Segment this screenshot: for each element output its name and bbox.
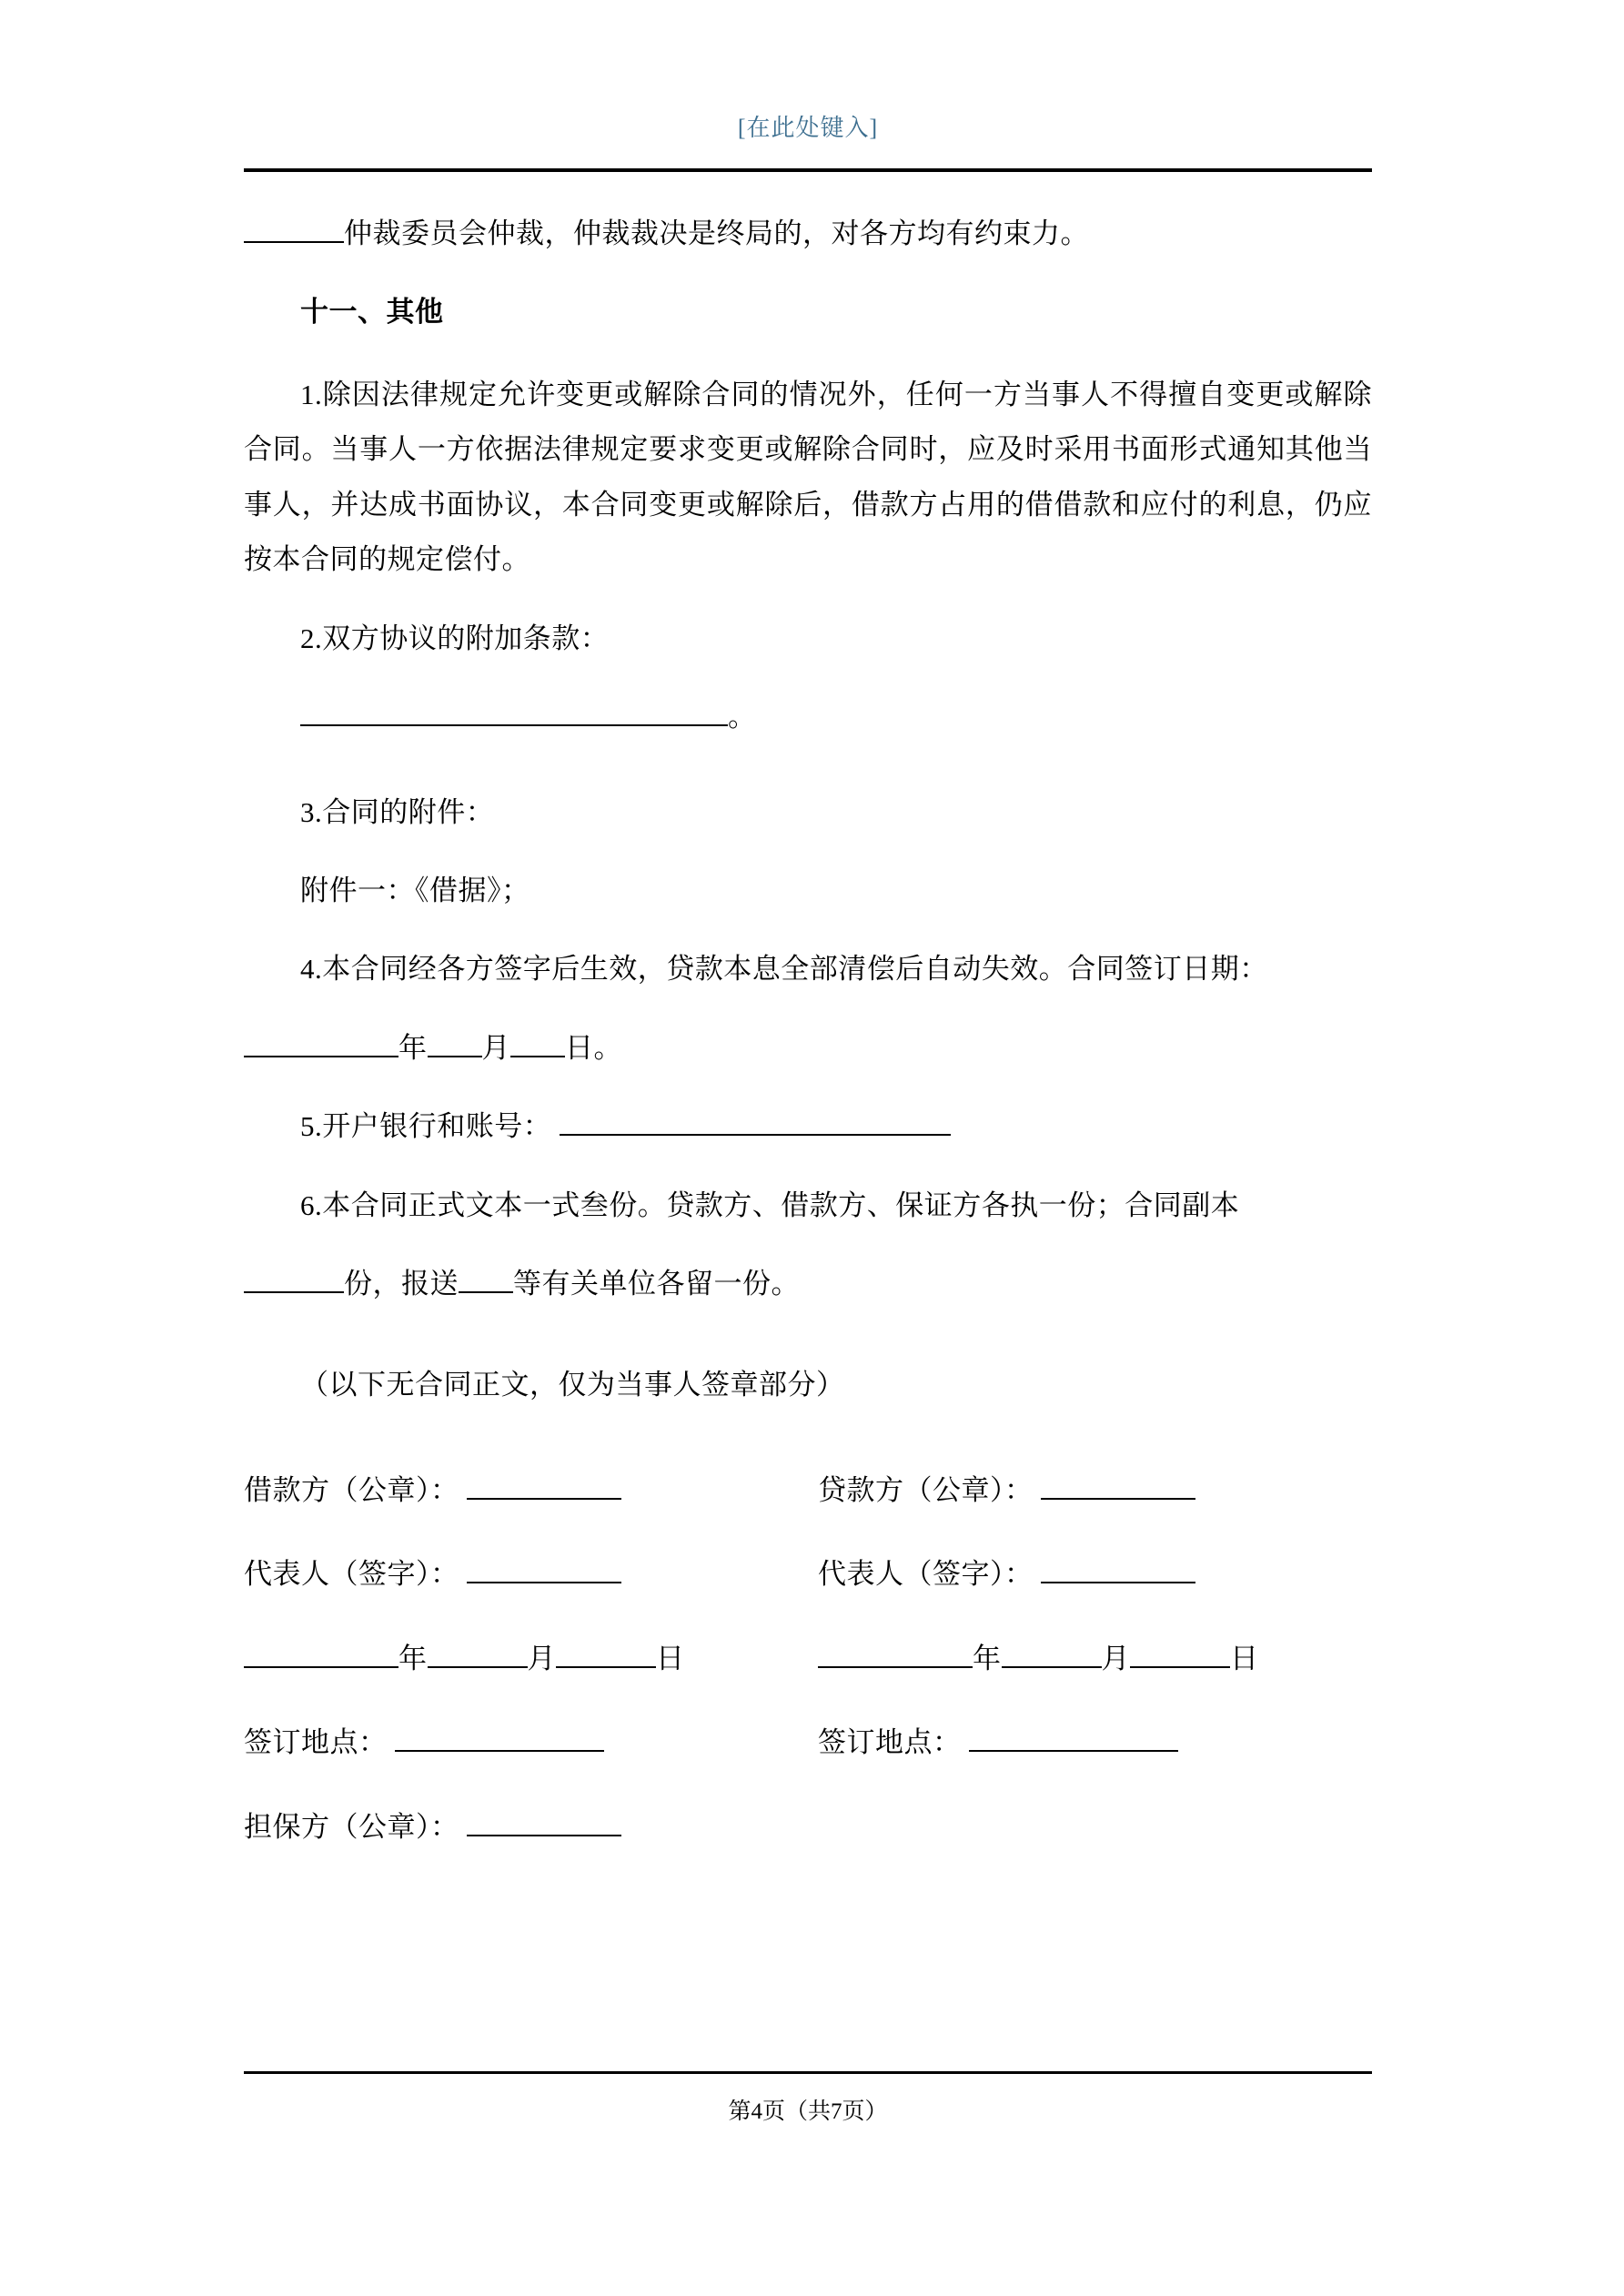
- label-day: 日。: [565, 1031, 622, 1064]
- section-title-other: 十一、其他: [300, 296, 444, 329]
- item-6-text-part1: 6.本合同正式文本一式叁份。贷款方、借款方、保证方各执一份；合同副本: [300, 1188, 1240, 1221]
- blank-field-borrower-place[interactable]: [395, 1750, 604, 1752]
- item-6-text-part2: 份，报送: [344, 1268, 459, 1300]
- label-year: 年: [398, 1031, 428, 1064]
- blank-field-lender-representative[interactable]: [1041, 1582, 1195, 1583]
- page-content: [244, 0, 1372, 1884]
- signature-row-seal: [244, 1463, 1372, 1518]
- blank-field-lender-place[interactable]: [969, 1750, 1178, 1752]
- paragraph-item-2-blank: [244, 690, 1372, 744]
- borrower-place-label: 签订地点：: [244, 1726, 388, 1759]
- paragraph-arbitration: [244, 207, 1372, 261]
- document-body: [244, 207, 1372, 1855]
- signature-row-representative: [244, 1547, 1372, 1602]
- signature-guarantor-empty: [798, 1800, 1372, 1855]
- blank-field-additional-terms[interactable]: [300, 724, 728, 726]
- signature-lender-representative: [798, 1547, 1372, 1602]
- blank-field-borrower-date-day[interactable]: [556, 1666, 656, 1668]
- blank-field-borrower-date-month[interactable]: [428, 1666, 528, 1668]
- borrower-date-day-label: 日: [656, 1642, 685, 1674]
- paragraph-item-6-copies: [244, 1257, 1372, 1311]
- signature-lender-date: [798, 1632, 1372, 1686]
- item-4-text: 4.本合同经各方签字后生效，贷款本息全部清偿后自动失效。合同签订日期：: [300, 953, 1268, 986]
- paragraph-signature-note: （以下无合同正文，仅为当事人签章部分）: [300, 1368, 845, 1401]
- blank-field-copies-count[interactable]: [244, 1291, 344, 1293]
- signature-lender-seal: [798, 1463, 1372, 1518]
- footer-middle: 页（共: [762, 2099, 831, 2124]
- page-header: [244, 0, 1372, 172]
- paragraph-item-3: 3.合同的附件：: [300, 795, 495, 828]
- borrower-date-month-label: 月: [527, 1642, 556, 1674]
- signature-row-guarantor: [244, 1800, 1372, 1855]
- lender-place-label: 签订地点：: [818, 1726, 962, 1759]
- lender-date-month-label: 月: [1101, 1642, 1130, 1674]
- blank-field-sign-day[interactable]: [510, 1056, 565, 1057]
- blank-field-borrower-representative[interactable]: [467, 1582, 621, 1583]
- footer-total-pages: 7: [831, 2099, 842, 2124]
- footer-prefix: 第: [728, 2099, 751, 2124]
- item-5-text: 5.开户银行和账号：: [300, 1110, 552, 1143]
- header-divider: [244, 168, 1372, 172]
- blank-field-guarantor-seal[interactable]: [467, 1835, 621, 1836]
- paragraph-item-2: 2.双方协议的附加条款：: [300, 622, 610, 654]
- lender-seal-label: 贷款方（公章）：: [818, 1474, 1034, 1506]
- blank-field-arbitration-committee[interactable]: [244, 241, 344, 243]
- signature-lender-place: [798, 1715, 1372, 1770]
- item-2-blank-suffix: 。: [728, 701, 757, 733]
- blank-field-bank-account[interactable]: [560, 1134, 951, 1136]
- arbitration-text: 仲裁委员会仲裁，仲裁裁决是终局的，对各方均有约束力。: [344, 217, 1089, 249]
- blank-field-report-units[interactable]: [459, 1291, 513, 1293]
- blank-field-sign-month[interactable]: [428, 1056, 482, 1057]
- signature-borrower-place: [244, 1715, 798, 1770]
- borrower-seal-label: 借款方（公章）：: [244, 1474, 459, 1506]
- signature-borrower-date: [244, 1632, 798, 1686]
- header-placeholder-text: [在此处键入]: [737, 115, 879, 141]
- footer-page-number: 4: [751, 2099, 762, 2124]
- signature-borrower-representative: [244, 1547, 798, 1602]
- footer-suffix: 页）: [842, 2099, 888, 2124]
- borrower-representative-label: 代表人（签字）：: [244, 1558, 459, 1591]
- paragraph-item-4: [244, 942, 1372, 996]
- blank-field-sign-year[interactable]: [244, 1056, 398, 1057]
- paragraph-item-4-date: [244, 1021, 1372, 1076]
- guarantor-seal-label: 担保方（公章）：: [244, 1810, 459, 1843]
- paragraph-item-5: [244, 1099, 1372, 1154]
- item-6-text-part3: 等有关单位各留一份。: [513, 1268, 800, 1300]
- signature-borrower-seal: [244, 1463, 798, 1518]
- page-footer: [244, 2093, 1372, 2126]
- blank-field-lender-date-year[interactable]: [818, 1666, 973, 1668]
- blank-field-lender-date-day[interactable]: [1130, 1666, 1230, 1668]
- paragraph-attachment-1: 附件一：《借据》；: [300, 874, 530, 906]
- signature-row-place: [244, 1715, 1372, 1770]
- label-month: 月: [481, 1031, 510, 1064]
- blank-field-lender-seal[interactable]: [1041, 1498, 1195, 1500]
- blank-field-borrower-date-year[interactable]: [244, 1666, 398, 1668]
- lender-date-day-label: 日: [1230, 1642, 1259, 1674]
- borrower-date-year-label: 年: [398, 1642, 428, 1674]
- paragraph-item-1: 1.除因法律规定允许变更或解除合同的情况外，任何一方当事人不得擅自变更或解除合同。当事人一方依据法律规定要求变更或解除合同时，应及时采用书面形式通知其他当事人，并达成书面协议，本合同变更或解除后，借款方占用的借借款和应付的利息，仍应按本合同的规定偿付。: [244, 378, 1372, 576]
- paragraph-item-6: [244, 1178, 1372, 1233]
- lender-representative-label: 代表人（签字）：: [818, 1558, 1034, 1591]
- lender-date-year-label: 年: [973, 1642, 1002, 1674]
- signature-row-date: [244, 1632, 1372, 1686]
- signature-guarantor-seal: [244, 1800, 798, 1855]
- signature-block: [244, 1463, 1372, 1855]
- blank-field-lender-date-month[interactable]: [1002, 1666, 1102, 1668]
- footer-divider: [244, 2071, 1372, 2074]
- blank-field-borrower-seal[interactable]: [467, 1498, 621, 1500]
